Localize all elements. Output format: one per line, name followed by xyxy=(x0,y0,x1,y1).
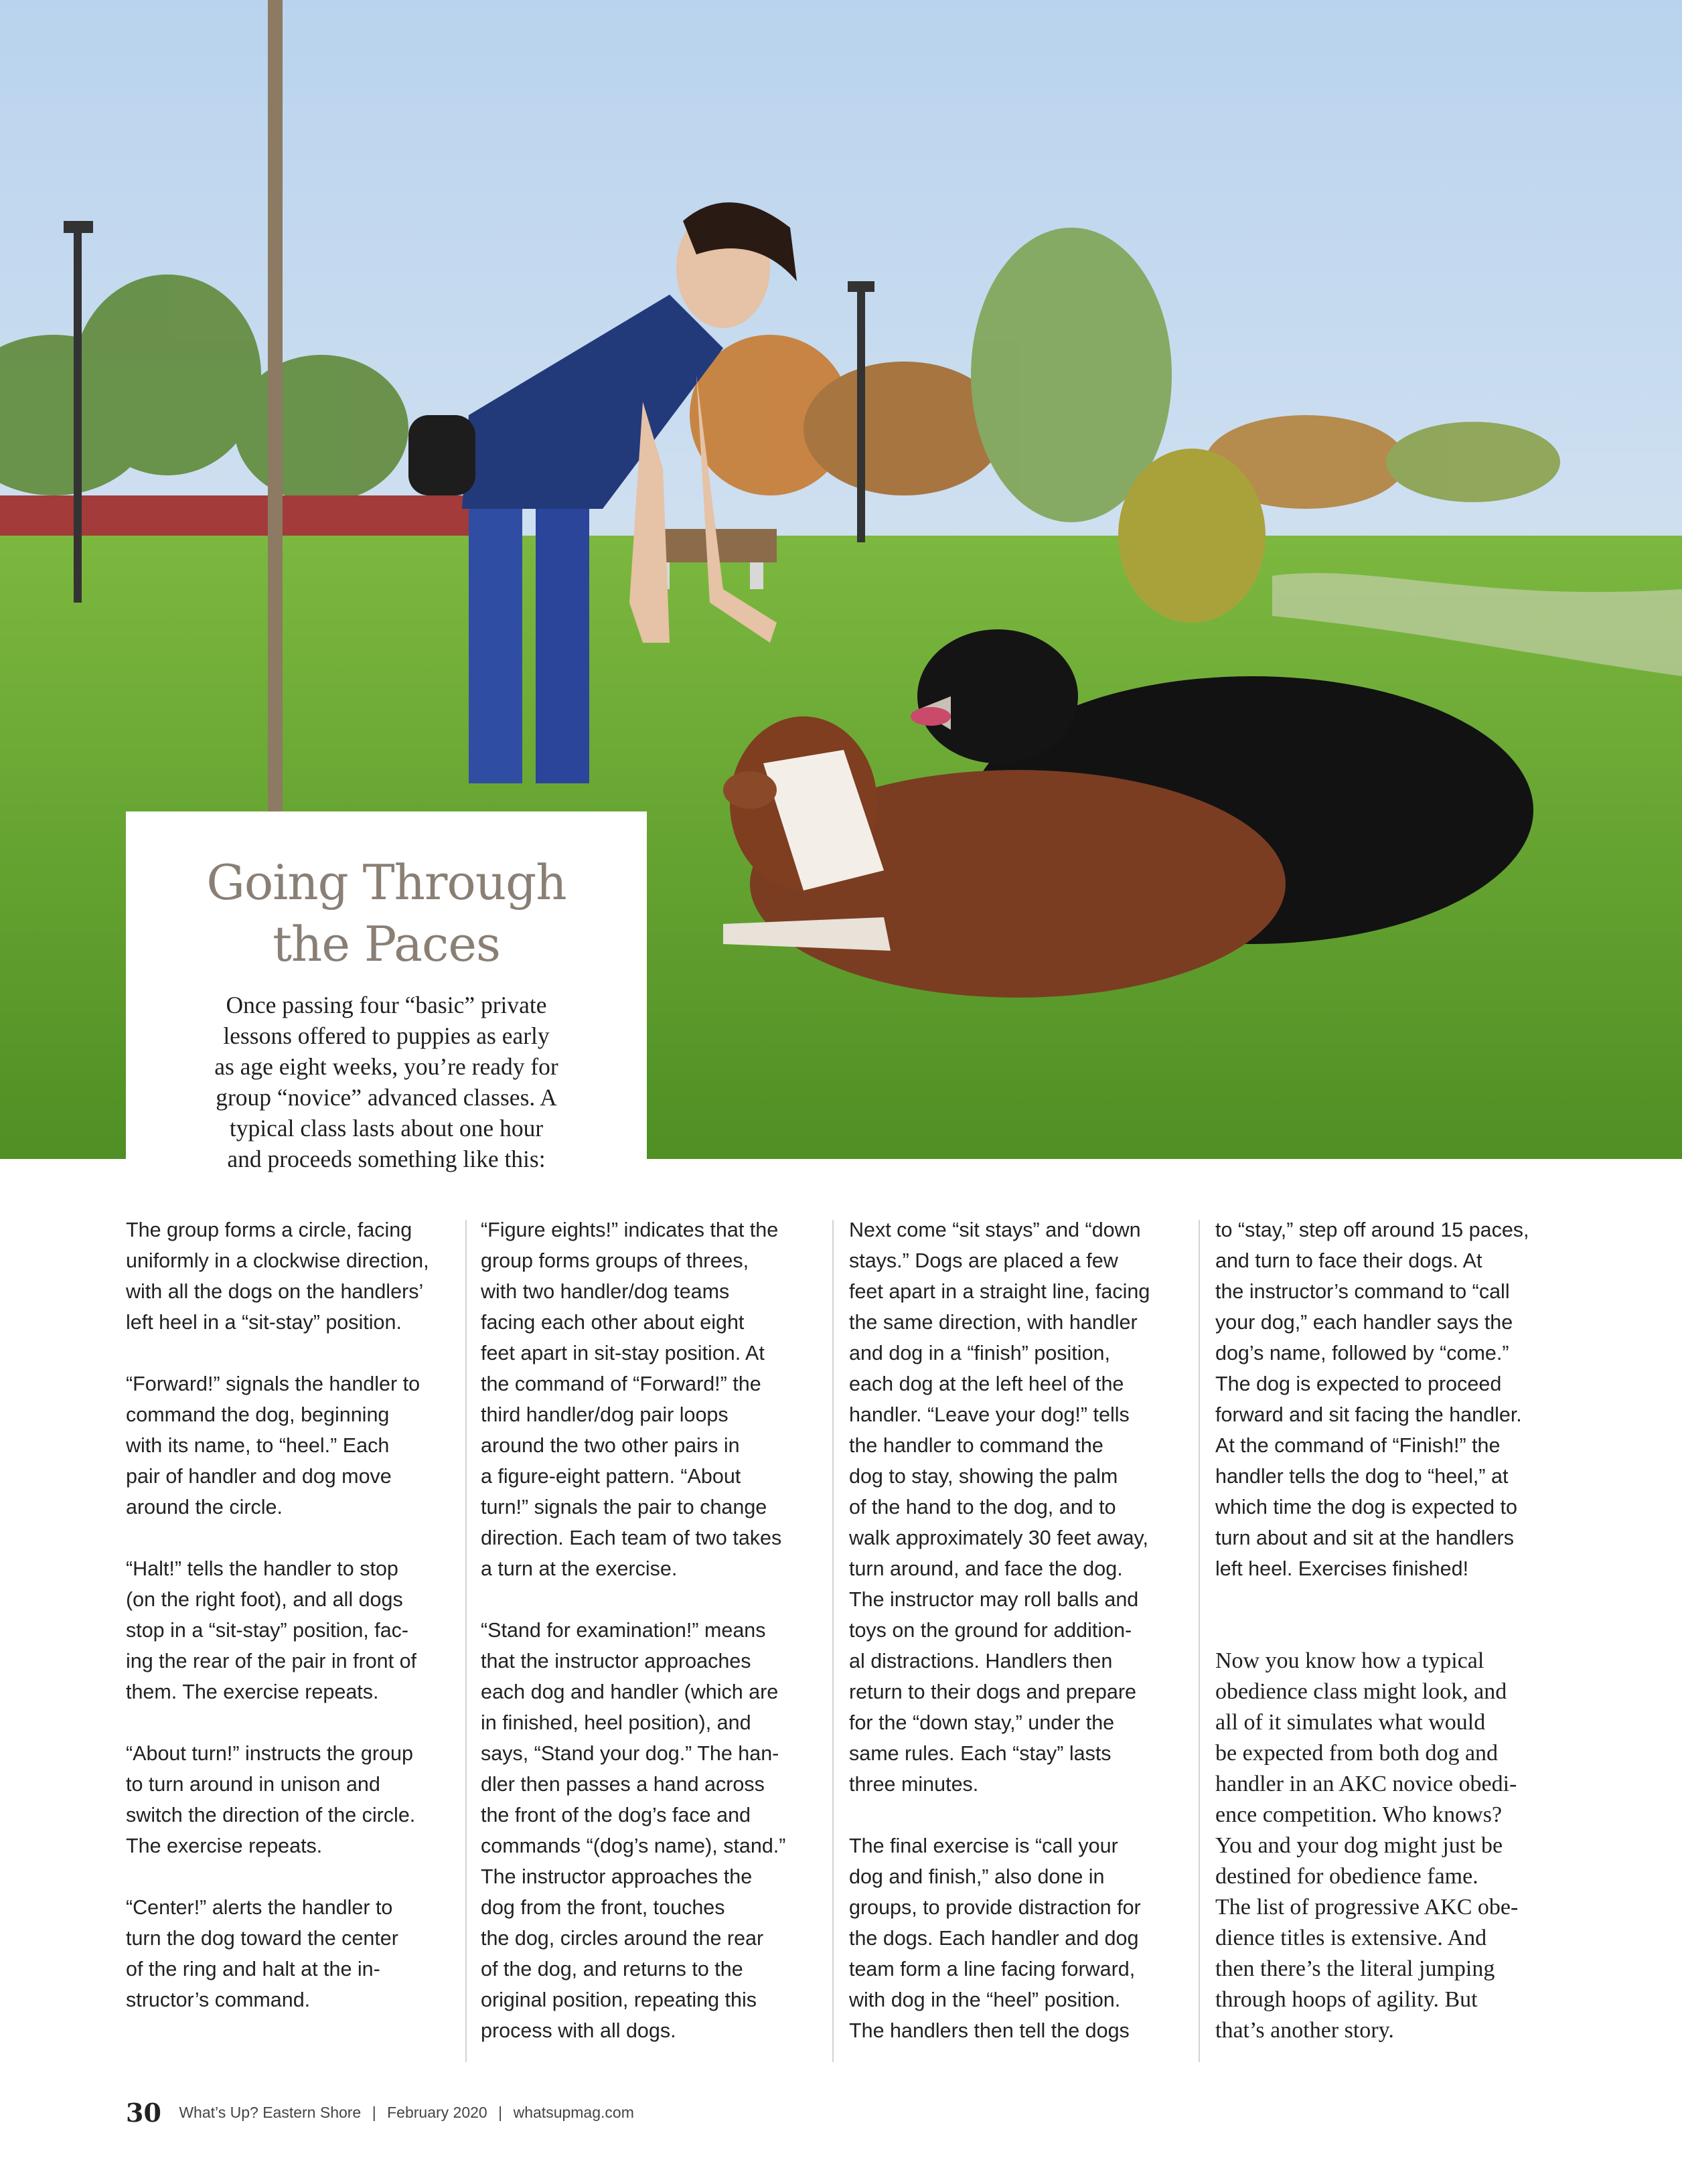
text-line: the handler to command the xyxy=(849,1434,1103,1457)
text-line: handler tells the dog to “heel,” at xyxy=(1215,1465,1509,1488)
text-line: of the ring and halt at the in- xyxy=(126,1958,380,1980)
text-line: handler in an AKC novice obedi- xyxy=(1215,1772,1517,1796)
text-line: then there’s the literal jumping xyxy=(1215,1956,1495,1981)
text-line: The exercise repeats. xyxy=(126,1835,323,1857)
text-line: around the two other pairs in xyxy=(481,1434,740,1457)
text-line: “Figure eights!” indicates that the xyxy=(481,1219,779,1241)
text-line: turn!” signals the pair to change xyxy=(481,1496,767,1518)
text-line: the front of the dog’s face and xyxy=(481,1804,751,1826)
text-line: feet apart in a straight line, facing xyxy=(849,1280,1150,1303)
column-divider xyxy=(1199,1220,1200,2062)
text-line: return to their dogs and prepare xyxy=(849,1681,1136,1703)
column-divider xyxy=(832,1220,834,2062)
text-line: that the instructor approaches xyxy=(481,1650,751,1672)
text-line: direction. Each team of two takes xyxy=(481,1527,782,1549)
text-line: third handler/dog pair loops xyxy=(481,1403,729,1426)
text-line: original position, repeating this xyxy=(481,1988,757,2011)
text-column-4 xyxy=(1215,1215,1563,2077)
text-line: three minutes. xyxy=(849,1773,979,1796)
text-line: You and your dog might just be xyxy=(1215,1833,1503,1858)
text-line: left heel in a “sit-stay” position. xyxy=(126,1311,402,1334)
text-line: structor’s command. xyxy=(126,1988,311,2011)
page-number: 30 xyxy=(126,2098,161,2128)
text-line: stays.” Dogs are placed a few xyxy=(849,1249,1118,1272)
text-line: with two handler/dog teams xyxy=(481,1280,730,1303)
text-line: group forms groups of threes, xyxy=(481,1249,749,1272)
intro-line: lessons offered to puppies as early xyxy=(223,1022,550,1049)
intro-paragraph xyxy=(126,990,647,1174)
text-line: around the circle. xyxy=(126,1496,283,1518)
body-paragraph xyxy=(849,1830,1184,2046)
text-line: forward and sit facing the handler. xyxy=(1215,1403,1522,1426)
text-line: ing the rear of the pair in front of xyxy=(126,1650,417,1672)
body-paragraph xyxy=(126,1892,461,2015)
text-line: stop in a “sit-stay” position, fac- xyxy=(126,1619,409,1642)
text-line: ence competition. Who knows? xyxy=(1215,1802,1503,1827)
intro-box xyxy=(126,811,647,1172)
text-line: dience titles is extensive. And xyxy=(1215,1926,1487,1950)
text-line: the instructor’s command to “call xyxy=(1215,1280,1510,1303)
text-line: and dog in a “finish” position, xyxy=(849,1342,1110,1364)
intro-line: and proceeds something like this: xyxy=(227,1146,546,1172)
body-paragraph xyxy=(849,1215,1184,1800)
text-line: the same direction, with handler xyxy=(849,1311,1138,1334)
text-line: toys on the ground for addition- xyxy=(849,1619,1132,1642)
text-line: that’s another story. xyxy=(1215,2018,1394,2043)
text-line: to turn around in unison and xyxy=(126,1773,380,1796)
page-footer xyxy=(126,2098,634,2128)
text-line: The final exercise is “call your xyxy=(849,1835,1118,1857)
intro-line: Once passing four “basic” private xyxy=(226,992,547,1018)
text-line: in finished, heel position), and xyxy=(481,1711,751,1734)
text-line: obedience class might look, and xyxy=(1215,1679,1507,1704)
text-line: the dogs. Each handler and dog xyxy=(849,1927,1139,1950)
text-line: “Center!” alerts the handler to xyxy=(126,1896,393,1919)
text-column-1 xyxy=(126,1215,461,2046)
text-line: Now you know how a typical xyxy=(1215,1648,1484,1673)
text-line: your dog,” each handler says the xyxy=(1215,1311,1513,1334)
text-line: The instructor may roll balls and xyxy=(849,1588,1139,1611)
text-line: the command of “Forward!” the xyxy=(481,1373,761,1395)
text-line: “Forward!” signals the handler to xyxy=(126,1373,420,1395)
text-line: handler. “Leave your dog!” tells xyxy=(849,1403,1130,1426)
text-line: and turn to face their dogs. At xyxy=(1215,1249,1482,1272)
text-line: (on the right foot), and all dogs xyxy=(126,1588,403,1611)
publication-name: What’s Up? Eastern Shore xyxy=(179,2104,362,2121)
text-line: of the dog, and returns to the xyxy=(481,1958,743,1980)
text-line: switch the direction of the circle. xyxy=(126,1804,416,1826)
text-line: dog from the front, touches xyxy=(481,1896,725,1919)
text-line: dog and finish,” also done in xyxy=(849,1865,1105,1888)
text-line: be expected from both dog and xyxy=(1215,1741,1499,1766)
text-line: walk approximately 30 feet away, xyxy=(849,1527,1148,1549)
text-line: turn the dog toward the center xyxy=(126,1927,398,1950)
column-divider xyxy=(465,1220,467,2062)
text-line: “Halt!” tells the handler to stop xyxy=(126,1557,398,1580)
text-line: for the “down stay,” under the xyxy=(849,1711,1115,1734)
text-line: Next come “sit stays” and “down xyxy=(849,1219,1141,1241)
text-line: team form a line facing forward, xyxy=(849,1958,1136,1980)
text-line: command the dog, beginning xyxy=(126,1403,390,1426)
text-line: of the hand to the dog, and to xyxy=(849,1496,1116,1518)
text-line: all of it simulates what would xyxy=(1215,1710,1486,1735)
text-line: facing each other about eight xyxy=(481,1311,745,1334)
text-line: groups, to provide distraction for xyxy=(849,1896,1141,1919)
body-paragraph xyxy=(1215,1215,1563,1584)
body-paragraph xyxy=(481,1615,816,2046)
text-line: The instructor approaches the xyxy=(481,1865,753,1888)
text-line: the dog, circles around the rear xyxy=(481,1927,764,1950)
body-paragraph xyxy=(126,1738,461,1861)
text-line: The group forms a circle, facing xyxy=(126,1219,412,1241)
text-line: “Stand for examination!” means xyxy=(481,1619,766,1642)
footer-separator: | xyxy=(372,2104,376,2121)
text-line: The handlers then tell the dogs xyxy=(849,2019,1130,2042)
text-line: a figure-eight pattern. “About xyxy=(481,1465,741,1488)
text-line: dog to stay, showing the palm xyxy=(849,1465,1118,1488)
text-line: to “stay,” step off around 15 paces, xyxy=(1215,1219,1529,1241)
text-line: destined for obedience fame. xyxy=(1215,1864,1478,1889)
text-line: each dog and handler (which are xyxy=(481,1681,779,1703)
text-line: left heel. Exercises finished! xyxy=(1215,1557,1469,1580)
text-line: which time the dog is expected to xyxy=(1215,1496,1517,1518)
text-line: uniformly in a clockwise direction, xyxy=(126,1249,429,1272)
closing-paragraph xyxy=(1215,1646,1563,2046)
text-line: dler then passes a hand across xyxy=(481,1773,765,1796)
text-line: At the command of “Finish!” the xyxy=(1215,1434,1501,1457)
footer-separator: | xyxy=(498,2104,503,2121)
text-column-3 xyxy=(849,1215,1184,2077)
text-line: them. The exercise repeats. xyxy=(126,1681,379,1703)
text-line: al distractions. Handlers then xyxy=(849,1650,1113,1672)
text-line: The dog is expected to proceed xyxy=(1215,1373,1502,1395)
issue-date: February 2020 xyxy=(387,2104,487,2121)
intro-line: as age eight weeks, you’re ready for xyxy=(214,1053,558,1080)
headline-line: Going Through xyxy=(206,854,566,911)
text-line: process with all dogs. xyxy=(481,2019,676,2042)
text-line: The list of progressive AKC obe- xyxy=(1215,1895,1519,1920)
intro-line: typical class lasts about one hour xyxy=(229,1115,544,1142)
website-link[interactable]: whatsupmag.com xyxy=(513,2104,634,2121)
text-line: with its name, to “heel.” Each xyxy=(126,1434,390,1457)
text-line: pair of handler and dog move xyxy=(126,1465,392,1488)
text-line: with dog in the “heel” position. xyxy=(849,1988,1121,2011)
body-paragraph xyxy=(126,1215,461,1338)
text-line: commands “(dog’s name), stand.” xyxy=(481,1835,786,1857)
text-line: with all the dogs on the handlers’ xyxy=(126,1280,424,1303)
text-column-2 xyxy=(481,1215,816,2077)
text-line: same rules. Each “stay” lasts xyxy=(849,1742,1112,1765)
text-line: feet apart in sit-stay position. At xyxy=(481,1342,765,1364)
text-line: a turn at the exercise. xyxy=(481,1557,678,1580)
intro-line: group “novice” advanced classes. A xyxy=(216,1084,557,1111)
text-line: “About turn!” instructs the group xyxy=(126,1742,413,1765)
text-line: through hoops of agility. But xyxy=(1215,1987,1478,2012)
text-line: each dog at the left heel of the xyxy=(849,1373,1124,1395)
body-paragraph xyxy=(126,1369,461,1523)
text-line: turn around, and face the dog. xyxy=(849,1557,1123,1580)
headline-line: the Paces xyxy=(273,916,500,972)
text-line: turn about and sit at the handlers xyxy=(1215,1527,1514,1549)
body-paragraph xyxy=(126,1553,461,1707)
body-paragraph xyxy=(481,1215,816,1584)
text-line: says, “Stand your dog.” The han- xyxy=(481,1742,779,1765)
text-line: dog’s name, followed by “come.” xyxy=(1215,1342,1509,1364)
headline xyxy=(126,852,647,975)
